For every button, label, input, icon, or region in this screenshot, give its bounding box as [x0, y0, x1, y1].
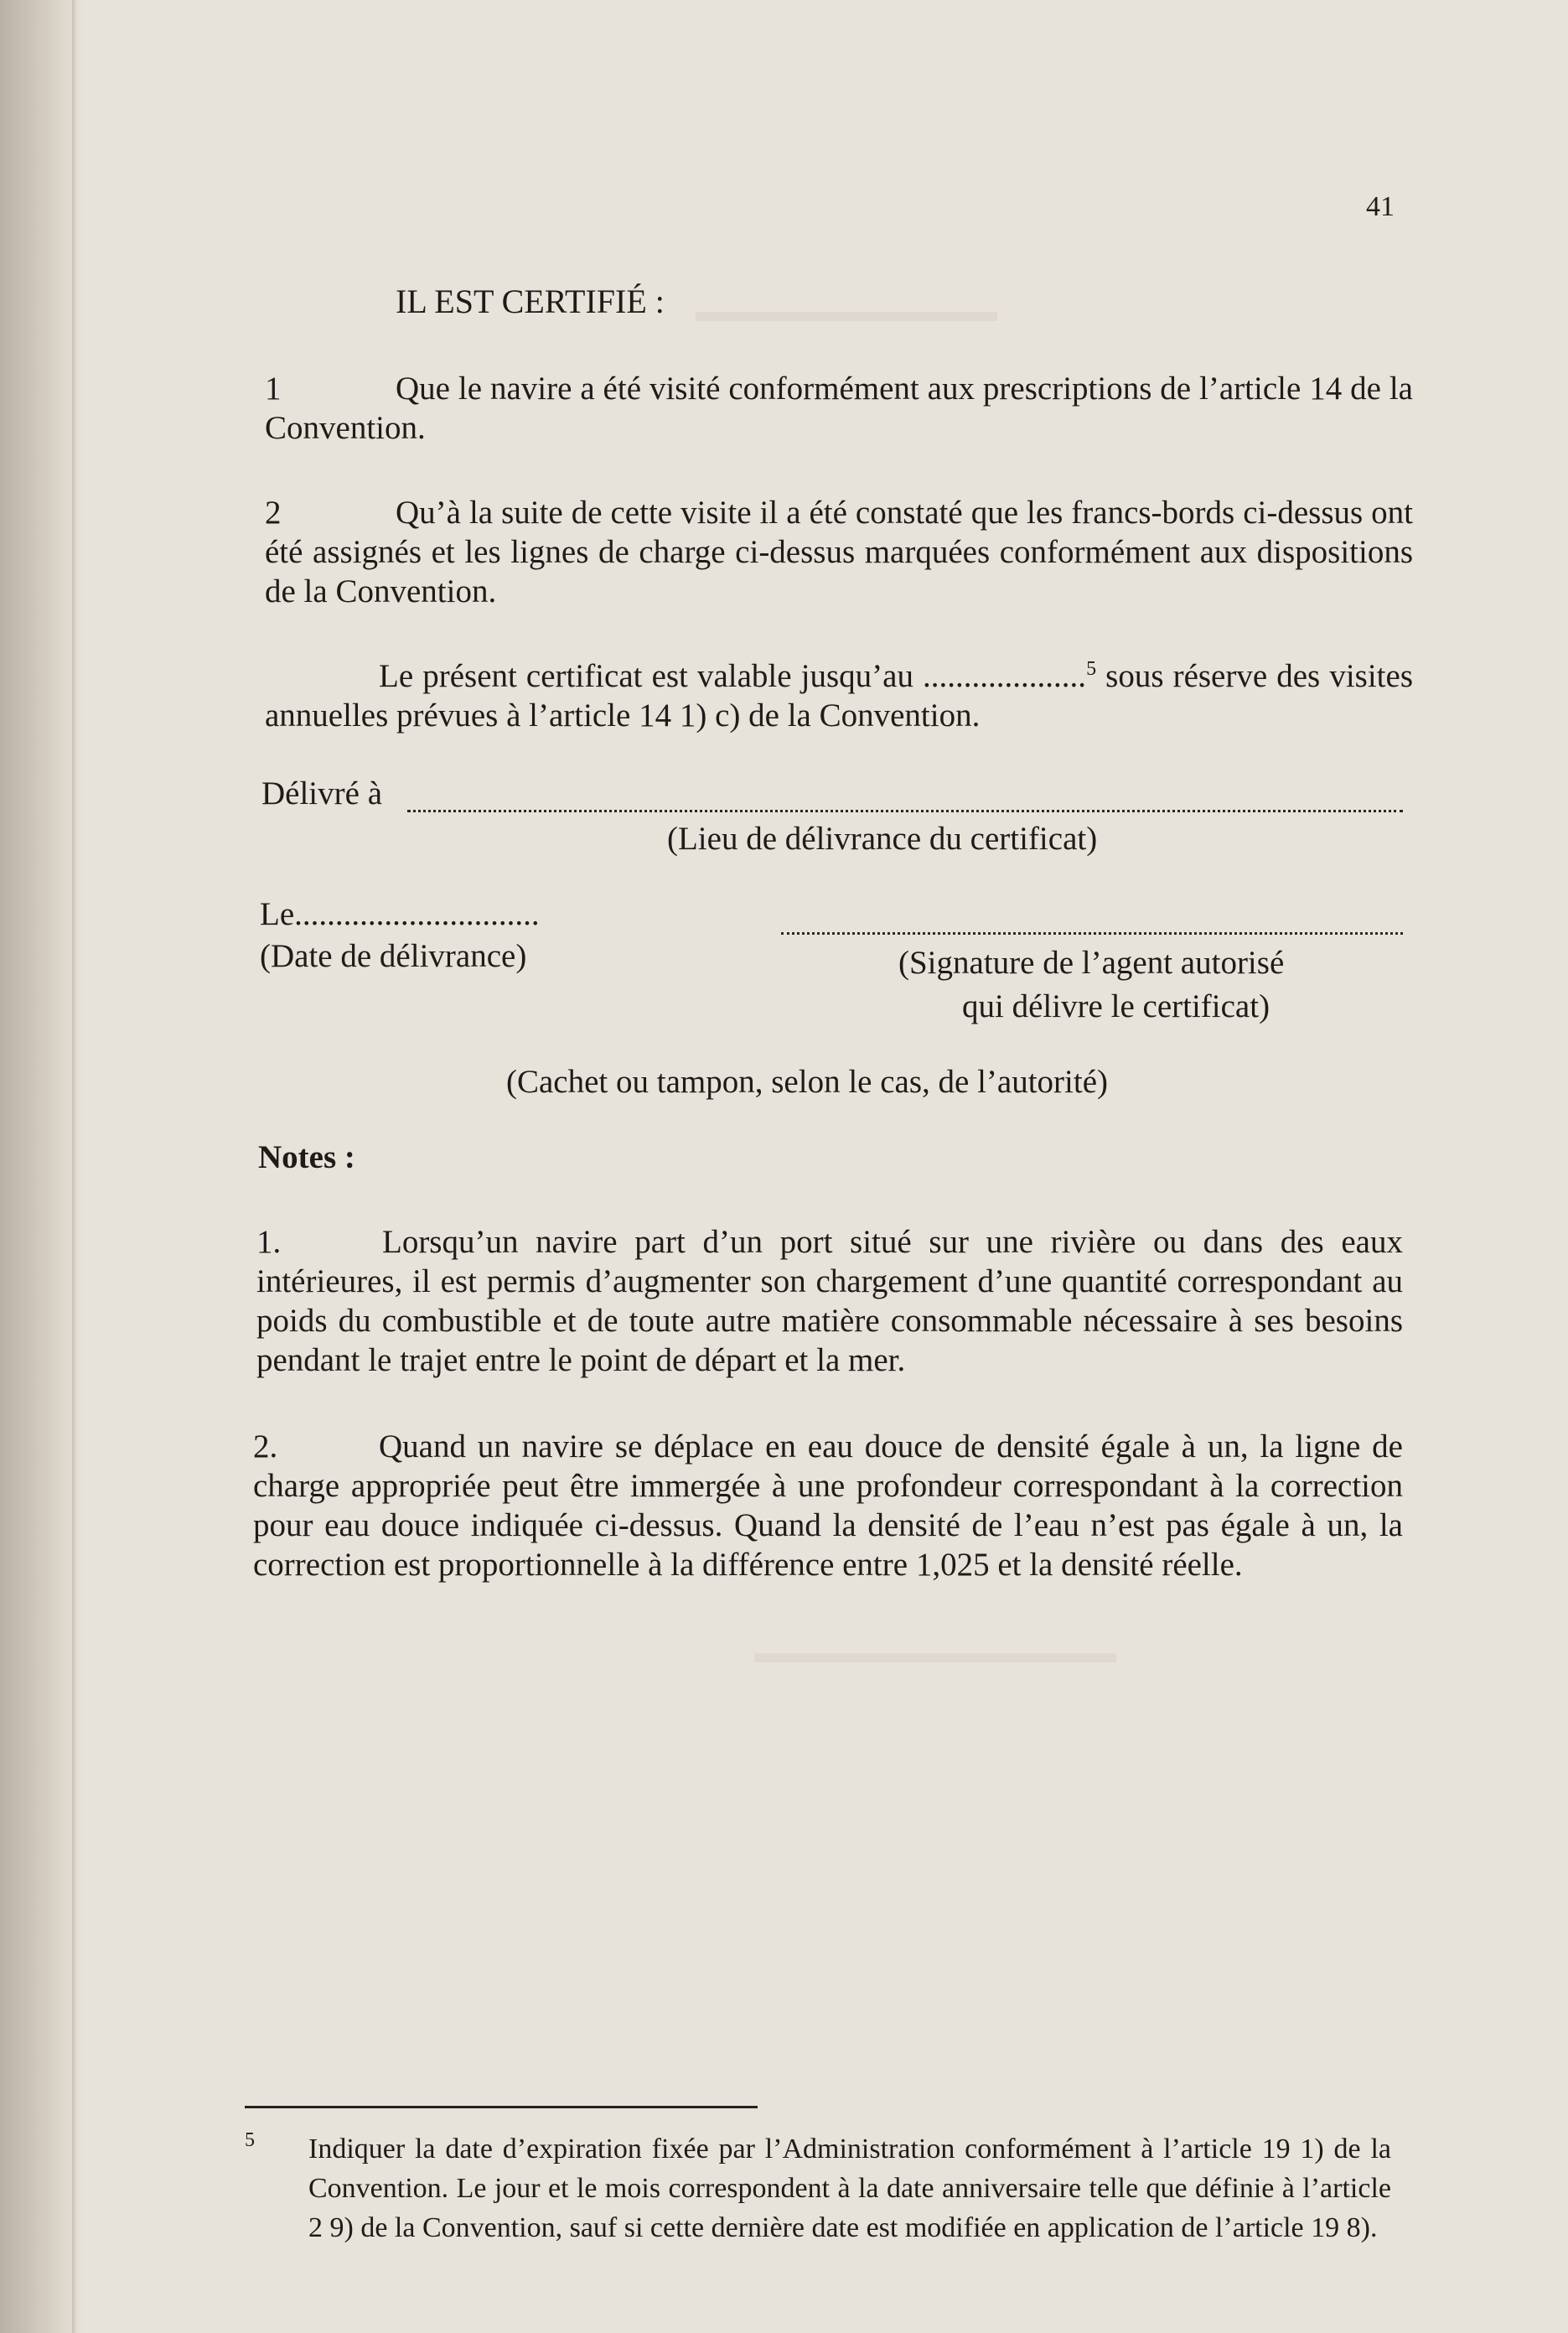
gutter-edge: [72, 0, 77, 2333]
footnote-mark: 5: [245, 2129, 255, 2151]
certification-item-2: [265, 493, 1413, 611]
seal-caption: (Cachet ou tampon, selon le cas, de l’autorité): [506, 1064, 1108, 1100]
validity-suffix: sous réserve des visites annuelles prévues à l’article 14 1) c) de la Convention.: [265, 658, 1413, 734]
footnote-text: Indiquer la date d’expiration fixée par l’Administration conformément à l’article 19 1) de la Convention. Le jour et le mois correspondent à la date anniversaire telle que définie à l’article 2 9) de la Convention, sauf si cette dernière date est modifiée en application de l’article 19 8).: [308, 2133, 1391, 2243]
bleed-through: ▬▬▬▬▬▬▬▬▬▬▬▬: [754, 1636, 1116, 1669]
item-text: Que le navire a été visité conformément aux prescriptions de l’article 14 de la Convention.: [265, 371, 1413, 446]
note-text: Lorsqu’un navire part d’un port situé sur une rivière ou dans des eaux intérieures, il est permis d’augmenter son chargement d’une quantité correspondant au poids du combustible et de toute autre matière consommable nécessaire à ses besoins pendant le trajet entre le point de départ et la mer.: [256, 1224, 1403, 1378]
note-item-1: [256, 1222, 1403, 1380]
note-text: Quand un navire se déplace en eau douce de densité égale à un, la ligne de charge appropriée peut être immergée à une profondeur correspondant à la correction pour eau douce indiquée ci-dessus. Quand la densité de l’eau n’est pas égale à un, la correction est proportionnelle à la différence entre 1,025 et la densité réelle.: [253, 1428, 1403, 1583]
date-label: Le..............................: [260, 896, 540, 932]
issued-at-caption: (Lieu de délivrance du certificat): [667, 821, 1098, 857]
date-caption: (Date de délivrance): [260, 938, 527, 974]
signature-dotted-line: [781, 932, 1403, 935]
item-number: 1: [265, 371, 282, 407]
note-number: 1.: [256, 1224, 282, 1260]
item-text: Qu’à la suite de cette visite il a été constaté que les francs-bords ci-dessus ont été assignés et les lignes de charge ci-dessus marquées conformément aux dispositions de la Convention.: [265, 495, 1413, 609]
certification-heading: IL EST CERTIFIÉ :: [396, 283, 665, 320]
footnote-rule: [245, 2106, 758, 2108]
validity-prefix: Le présent certificat est valable jusqu’au ....................: [379, 658, 1087, 694]
validity-paragraph: [265, 656, 1413, 735]
page-number: 41: [1366, 191, 1395, 222]
signature-caption-line2: qui délivre le certificat): [962, 988, 1270, 1024]
issued-at-label: Délivré à: [261, 775, 383, 811]
note-item-2: [253, 1427, 1403, 1584]
certification-item-1: [265, 369, 1413, 448]
signature-caption-line1: (Signature de l’agent autorisé: [898, 945, 1285, 981]
book-spine-shadow: [0, 0, 84, 2333]
note-number: 2.: [253, 1428, 278, 1465]
issued-at-dotted-line: [407, 810, 1403, 812]
item-number: 2: [265, 495, 282, 531]
footnote-ref: 5: [1086, 658, 1097, 680]
notes-title: Notes :: [258, 1139, 355, 1175]
bleed-through: ▬▬▬▬▬▬▬▬▬▬: [696, 294, 997, 328]
